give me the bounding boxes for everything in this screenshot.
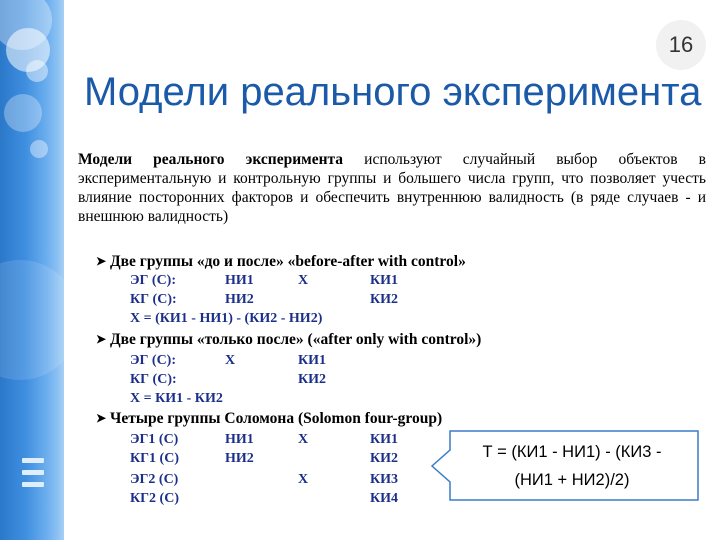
arrow-right-icon: ➤ [96, 332, 107, 346]
decorative-bar [22, 470, 44, 475]
formula: Х = (КИ1 - НИ1) - (КИ2 - НИ2) [130, 311, 323, 326]
table-cell: Х [298, 273, 309, 288]
decorative-bubble [4, 94, 42, 132]
table-cell: КГ (С): [130, 372, 177, 387]
table-cell: ЭГ2 (С) [130, 472, 179, 487]
table-cell: Х [298, 472, 309, 487]
section-heading-text: Две группы «только после» («after only with control») [110, 331, 482, 348]
decorative-bubble [0, 260, 64, 380]
sidebar-shade [58, 0, 64, 540]
table-cell: КИ4 [370, 491, 399, 506]
section-heading-text: Две группы «до и после» «before-after with control» [110, 253, 466, 270]
section-heading-text: Четыре группы Соломона (Solomon four-group) [110, 410, 443, 427]
slide-title: Модели реального эксперимента [84, 70, 702, 114]
table-cell: НИ2 [225, 292, 254, 307]
table-cell: КИ1 [298, 353, 327, 368]
table-cell: КИ2 [370, 451, 399, 466]
callout-text [452, 438, 692, 494]
table-cell: Х [225, 353, 236, 368]
decorative-bar [22, 458, 44, 463]
table-cell: КИ1 [370, 432, 399, 447]
arrow-right-icon: ➤ [96, 254, 107, 268]
intro-text: используют случайный выбор объектов в экспериментальную и контрольную группы и большего числа групп, что позволяет учесть влияние посторонних факторов и обеспечить внутреннюю валидность (в ряде случаев - и внешнюю валидность) [78, 151, 706, 225]
table-cell: КИ1 [370, 273, 399, 288]
callout-line: Т = (КИ1 - НИ1) - (КИ3 - [482, 443, 662, 461]
section-heading [96, 331, 481, 349]
table-cell: НИ2 [225, 451, 254, 466]
intro-bold-term: Модели реального эксперимента [78, 151, 344, 168]
formula: Х = КИ1 - КИ2 [130, 391, 223, 406]
decorative-bar [22, 482, 44, 487]
page-number: 16 [656, 20, 706, 70]
table-cell: ЭГ (С): [130, 273, 176, 288]
arrow-right-icon: ➤ [96, 411, 107, 425]
table-cell: ЭГ (С): [130, 353, 176, 368]
table-cell: КИ2 [298, 372, 327, 387]
table-cell: КИ2 [370, 292, 399, 307]
decorative-sidebar [0, 0, 64, 540]
table-cell: КИ3 [370, 472, 399, 487]
table-cell: НИ1 [225, 273, 254, 288]
intro-paragraph [78, 150, 706, 226]
section-heading [96, 253, 466, 271]
table-cell: Х [298, 432, 309, 447]
table-cell: НИ1 [225, 432, 254, 447]
section-heading [96, 410, 442, 428]
formula-callout [430, 430, 700, 502]
table-cell: КГ2 (С) [130, 491, 179, 506]
table-cell: КГ1 (С) [130, 451, 179, 466]
table-cell: КГ (С): [130, 292, 177, 307]
decorative-bubble [26, 60, 48, 82]
table-cell: ЭГ1 (С) [130, 432, 179, 447]
decorative-bubble [30, 140, 48, 158]
callout-line: (НИ1 + НИ2)/2) [514, 471, 630, 489]
